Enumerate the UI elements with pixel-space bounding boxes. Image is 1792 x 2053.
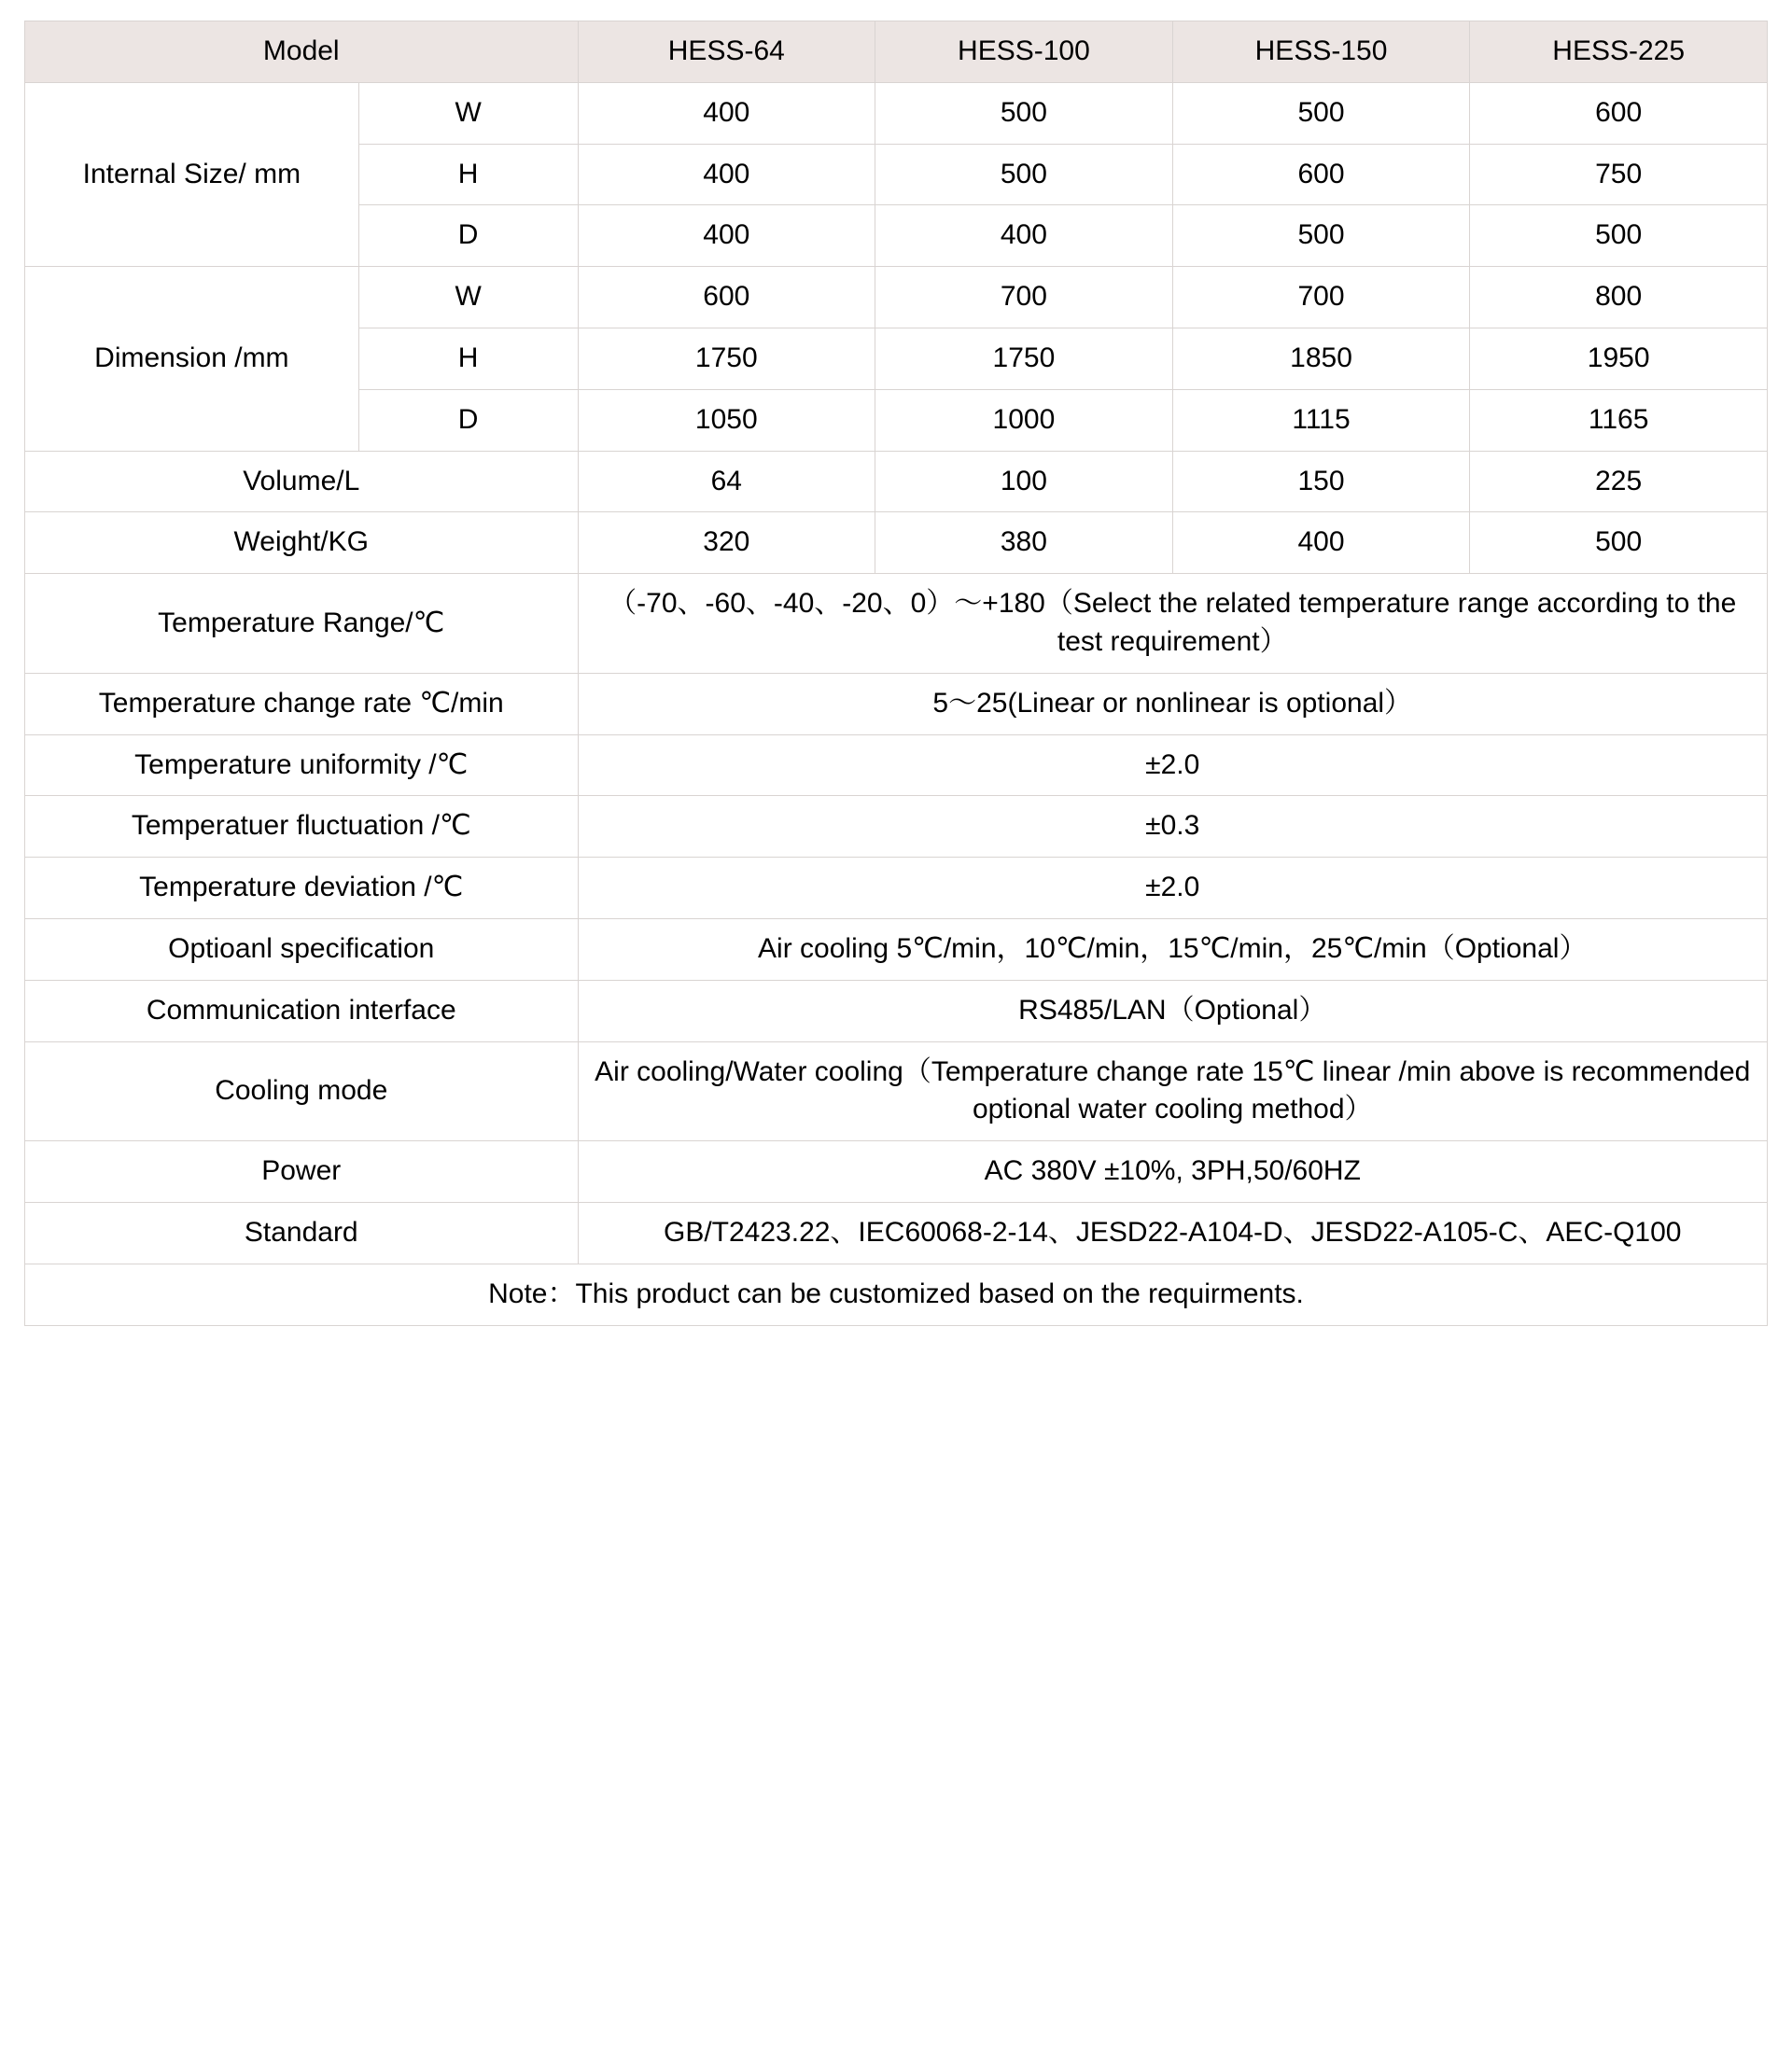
- cell-cooling-mode: Air cooling/Water cooling（Temperature change rate 15℃ linear /min above is recommended optional water cooling method）: [578, 1041, 1768, 1141]
- specification-table: [24, 21, 1768, 1326]
- cell-weight-3: 500: [1470, 512, 1768, 574]
- header-model-label: Model: [25, 21, 579, 83]
- cell-internal-d-1: 400: [875, 205, 1173, 267]
- cell-internal-w-0: 400: [578, 82, 875, 144]
- header-model-1: HESS-100: [875, 21, 1173, 83]
- header-model-3: HESS-225: [1470, 21, 1768, 83]
- cell-weight-1: 380: [875, 512, 1173, 574]
- cell-dimension-h-3: 1950: [1470, 328, 1768, 389]
- cell-internal-d-0: 400: [578, 205, 875, 267]
- table-row: [25, 451, 1768, 512]
- row-label-communication-interface: Communication interface: [25, 980, 579, 1041]
- cell-internal-h-1: 500: [875, 144, 1173, 205]
- cell-internal-w-2: 500: [1172, 82, 1470, 144]
- table-row: [25, 1202, 1768, 1264]
- cell-internal-d-2: 500: [1172, 205, 1470, 267]
- cell-dimension-d-3: 1165: [1470, 389, 1768, 451]
- row-label-power: Power: [25, 1141, 579, 1203]
- table-row: [25, 796, 1768, 858]
- header-model-2: HESS-150: [1172, 21, 1470, 83]
- cell-weight-2: 400: [1172, 512, 1470, 574]
- table-row: [25, 918, 1768, 980]
- table-row: [25, 673, 1768, 734]
- cell-volume-2: 150: [1172, 451, 1470, 512]
- cell-weight-0: 320: [578, 512, 875, 574]
- cell-internal-w-3: 600: [1470, 82, 1768, 144]
- cell-dimension-h-2: 1850: [1172, 328, 1470, 389]
- note-text: Note：This product can be customized based on the requirments.: [25, 1264, 1768, 1325]
- sub-label-dimension-d: D: [358, 389, 578, 451]
- row-label-temperature-change-rate: Temperature change rate ℃/min: [25, 673, 579, 734]
- cell-internal-h-0: 400: [578, 144, 875, 205]
- table-row: [25, 1041, 1768, 1141]
- row-label-temperature-fluctuation: Temperatuer fluctuation /℃: [25, 796, 579, 858]
- cell-volume-1: 100: [875, 451, 1173, 512]
- cell-standard: GB/T2423.22、IEC60068-2-14、JESD22-A104-D、JESD22-A105-C、AEC-Q100: [578, 1202, 1768, 1264]
- cell-temperature-range: （-70、-60、-40、-20、0）～+180（Select the related temperature range according to the test requirement）: [578, 574, 1768, 674]
- row-label-optional-specification: Optioanl specification: [25, 918, 579, 980]
- cell-temperature-change-rate: 5～25(Linear or nonlinear is optional）: [578, 673, 1768, 734]
- cell-temperature-uniformity: ±2.0: [578, 734, 1768, 796]
- table-row: [25, 82, 1768, 144]
- table-header-row: [25, 21, 1768, 83]
- row-label-cooling-mode: Cooling mode: [25, 1041, 579, 1141]
- cell-temperature-deviation: ±2.0: [578, 858, 1768, 919]
- cell-volume-3: 225: [1470, 451, 1768, 512]
- cell-dimension-h-1: 1750: [875, 328, 1173, 389]
- sub-label-dimension-h: H: [358, 328, 578, 389]
- cell-optional-specification: Air cooling 5℃/min，10℃/min，15℃/min，25℃/min（Optional）: [578, 918, 1768, 980]
- cell-communication-interface: RS485/LAN（Optional）: [578, 980, 1768, 1041]
- table-row: [25, 734, 1768, 796]
- header-model-0: HESS-64: [578, 21, 875, 83]
- cell-dimension-w-0: 600: [578, 267, 875, 328]
- row-label-temperature-range: Temperature Range/℃: [25, 574, 579, 674]
- cell-dimension-d-2: 1115: [1172, 389, 1470, 451]
- cell-internal-h-3: 750: [1470, 144, 1768, 205]
- sub-label-dimension-w: W: [358, 267, 578, 328]
- cell-dimension-w-1: 700: [875, 267, 1173, 328]
- sub-label-internal-d: D: [358, 205, 578, 267]
- row-label-standard: Standard: [25, 1202, 579, 1264]
- table-note-row: [25, 1264, 1768, 1325]
- cell-internal-w-1: 500: [875, 82, 1173, 144]
- row-label-internal-size: Internal Size/ mm: [25, 82, 359, 266]
- table-row: [25, 512, 1768, 574]
- cell-dimension-d-0: 1050: [578, 389, 875, 451]
- cell-internal-h-2: 600: [1172, 144, 1470, 205]
- table-row: [25, 574, 1768, 674]
- row-label-weight: Weight/KG: [25, 512, 579, 574]
- sub-label-internal-w: W: [358, 82, 578, 144]
- row-label-dimension: Dimension /mm: [25, 267, 359, 451]
- cell-dimension-h-0: 1750: [578, 328, 875, 389]
- table-row: [25, 980, 1768, 1041]
- cell-volume-0: 64: [578, 451, 875, 512]
- row-label-temperature-deviation: Temperature deviation /℃: [25, 858, 579, 919]
- cell-dimension-w-2: 700: [1172, 267, 1470, 328]
- cell-temperature-fluctuation: ±0.3: [578, 796, 1768, 858]
- cell-internal-d-3: 500: [1470, 205, 1768, 267]
- sub-label-internal-h: H: [358, 144, 578, 205]
- row-label-volume: Volume/L: [25, 451, 579, 512]
- table-row: [25, 858, 1768, 919]
- cell-dimension-d-1: 1000: [875, 389, 1173, 451]
- table-row: [25, 1141, 1768, 1203]
- table-row: [25, 267, 1768, 328]
- row-label-temperature-uniformity: Temperature uniformity /℃: [25, 734, 579, 796]
- cell-dimension-w-3: 800: [1470, 267, 1768, 328]
- cell-power: AC 380V ±10%, 3PH,50/60HZ: [578, 1141, 1768, 1203]
